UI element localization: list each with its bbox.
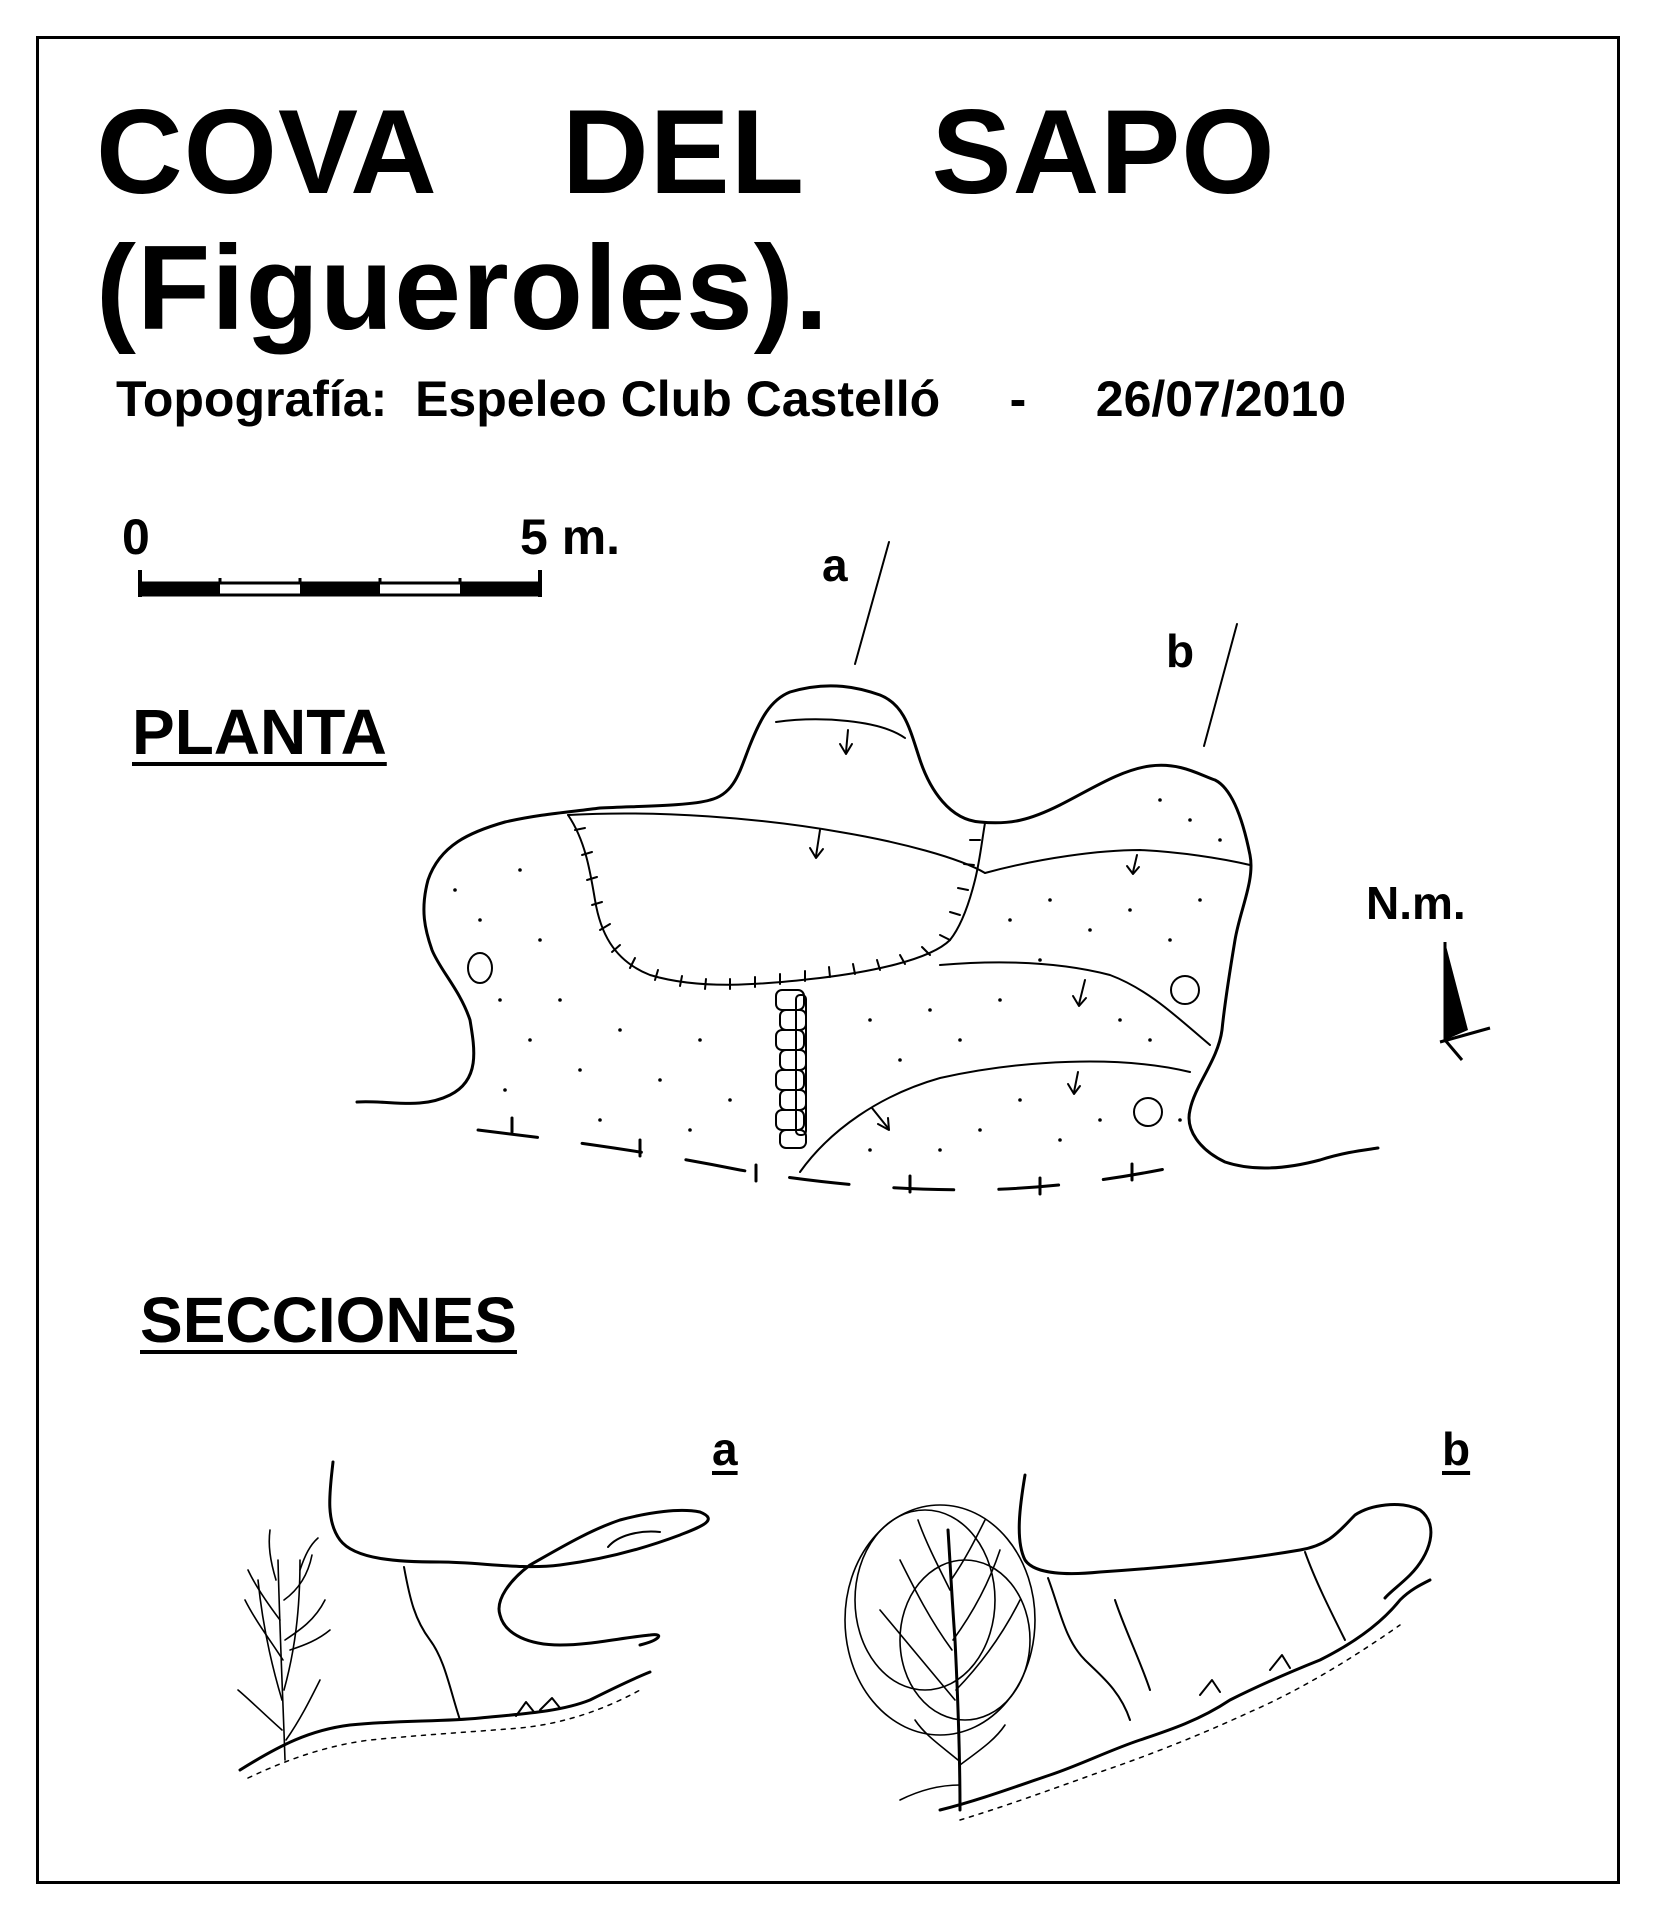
slope-line [776, 719, 905, 738]
survey-separator: - [1009, 371, 1027, 427]
boulder-icons [468, 953, 1199, 1126]
survey-author: Espeleo Club Castelló [415, 371, 941, 427]
slope-line [800, 1062, 1190, 1172]
slope-line [940, 962, 1210, 1045]
section-b-drawing [940, 1475, 1431, 1820]
section-label-b: b [1442, 1423, 1471, 1475]
north-arrow-icon [1440, 942, 1490, 1060]
entrance-drip-line [478, 1130, 1170, 1190]
cave-title: COVA DEL SAPO [96, 85, 1276, 219]
plan-section-marker-a: a [822, 539, 848, 591]
slope-line [985, 850, 1250, 873]
scale-bar [140, 570, 540, 597]
rock-wall [776, 990, 806, 1148]
survey-date: 26/07/2010 [1095, 371, 1347, 427]
section-line-b [1204, 624, 1237, 746]
section-label-a: a [712, 1423, 738, 1475]
sections-heading: SECCIONES [140, 1284, 517, 1356]
shrub-icon [238, 1530, 330, 1760]
survey-prefix: Topografía: [116, 371, 388, 427]
cave-location: (Figueroles). [96, 221, 830, 355]
north-label: N.m. [1366, 877, 1466, 929]
scale-start-label: 0 [122, 509, 150, 565]
plan-section-marker-b: b [1166, 625, 1195, 677]
slope-line [568, 814, 985, 873]
depression-hachures [575, 828, 980, 989]
section-line-a [855, 542, 889, 664]
scale-end-label: 5 m. [520, 509, 621, 565]
cave-plan-outline [357, 686, 1378, 1168]
tree-icon [845, 1505, 1035, 1810]
plan-heading: PLANTA [132, 696, 387, 768]
depression-outline [568, 815, 985, 985]
